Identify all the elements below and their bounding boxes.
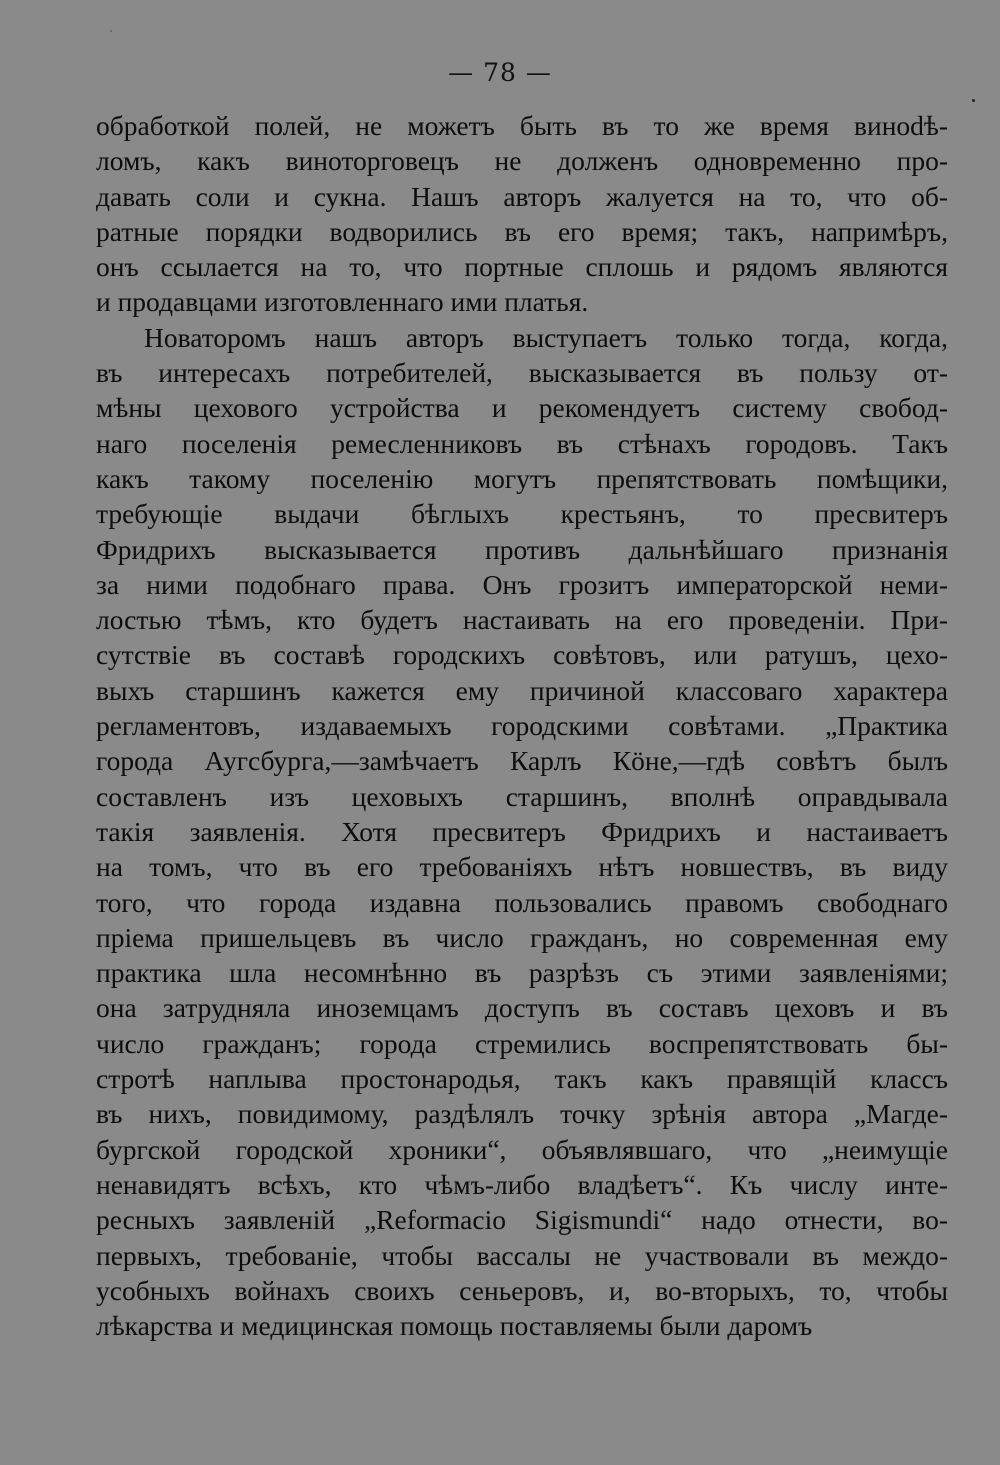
text-line: первыхъ, требованіе, чтобы вассалы не участвовали въ междо- xyxy=(96,1239,948,1271)
text-line: практика шла несомнѣнно въ разрѣзъ съ этими заявленіями; xyxy=(96,957,948,989)
text-line: обработкой полей, не можетъ быть въ то же время виноdѣ- xyxy=(96,110,948,141)
text-line: лѣкарства и медицинская помощь поставляемы были даромъ xyxy=(96,1310,813,1342)
text-line: она затрудняла иноземцамъ доступъ въ составъ цеховъ и въ xyxy=(96,992,948,1024)
text-line: стротѣ наплыва простонародья, такъ какъ правящій классъ xyxy=(96,1063,948,1095)
scan-speck xyxy=(110,30,112,32)
text-line: Фридрихъ высказывается противъ дальнѣйшаго признанія xyxy=(96,533,948,565)
text-line: на томъ, что въ его требованіяхъ нѣтъ новшествъ, въ виду xyxy=(96,851,948,883)
text-line: мѣны цехового устройства и рекомендуетъ систему свобод- xyxy=(96,392,948,424)
paragraph-1 xyxy=(96,108,948,320)
page-number: — 78 — xyxy=(448,58,552,87)
text-line: ненавидятъ всѣхъ, кто чѣмъ-либо владѣетъ“. Къ числу инте- xyxy=(96,1168,948,1200)
text-line: усобныхъ войнахъ своихъ сеньеровъ, и, во-вторыхъ, то, чтобы xyxy=(96,1274,948,1306)
text-line: Новаторомъ нашъ авторъ выступаетъ только тогда, когда, xyxy=(144,321,948,353)
text-body xyxy=(96,108,948,1343)
text-line: наго поселенія ремесленниковъ въ стѣнахъ городовъ. Такъ xyxy=(96,427,948,459)
text-line: въ интересахъ потребителей, высказывается въ пользу от- xyxy=(96,357,948,389)
text-line: составленъ изъ цеховыхъ старшинъ, вполнѣ оправдывала xyxy=(96,780,948,812)
text-line: какъ такому поселенію могутъ препятствовать помѣщики, xyxy=(96,462,948,494)
text-line: число гражданъ; города стремились воспрепятствовать бы- xyxy=(96,1027,948,1059)
text-line: выхъ старшинъ кажется ему причиной классоваго характера xyxy=(96,674,948,706)
text-line: пріема пришельцевъ въ число гражданъ, но современная ему xyxy=(96,921,948,953)
scan-speck xyxy=(972,99,975,102)
text-line: регламентовъ, издаваемыхъ городскими совѣтами. „Практика xyxy=(96,710,948,742)
text-line: лостью тѣмъ, кто будетъ настаивать на его проведеніи. При- xyxy=(96,604,948,636)
paragraph-2 xyxy=(96,320,948,1344)
text-line: требующіе выдачи бѣглыхъ крестьянъ, то пресвитеръ xyxy=(96,498,948,530)
text-line: сутствіе въ составѣ городскихъ совѣтовъ, или ратушъ, цехо- xyxy=(96,639,948,671)
text-line: ратные порядки водворились въ его время; такъ, напримѣръ, xyxy=(96,215,948,247)
text-line: ресныхъ заявленій „Reformacio Sigismundi“ надо отнести, во- xyxy=(96,1204,948,1236)
text-line: бургской городской хроники“, объявлявшаго, что „неимущіе xyxy=(96,1133,948,1165)
text-line: и продавцами изготовленнаго ими платья. xyxy=(96,286,589,318)
text-line: того, что города издавна пользовались правомъ свободнаго xyxy=(96,886,948,918)
text-line: давать соли и сукна. Нашъ авторъ жалуется на то, что об- xyxy=(96,180,948,212)
text-line: за ними подобнаго права. Онъ грозитъ императорской неми- xyxy=(96,568,948,600)
text-line: онъ ссылается на то, что портные сплошь и рядомъ являются xyxy=(96,251,948,283)
text-line: такія заявленія. Хотя пресвитеръ Фридрихъ и настаиваетъ xyxy=(96,815,948,847)
text-line: города Аугсбурга,—замѣчаетъ Карлъ Кöне,—гдѣ совѣтъ былъ xyxy=(96,745,948,777)
text-line: ломъ, какъ виноторговецъ не долженъ одновременно про- xyxy=(96,145,948,177)
text-line: въ нихъ, повидимому, раздѣлялъ точку зрѣнія автора „Магде- xyxy=(96,1098,948,1130)
